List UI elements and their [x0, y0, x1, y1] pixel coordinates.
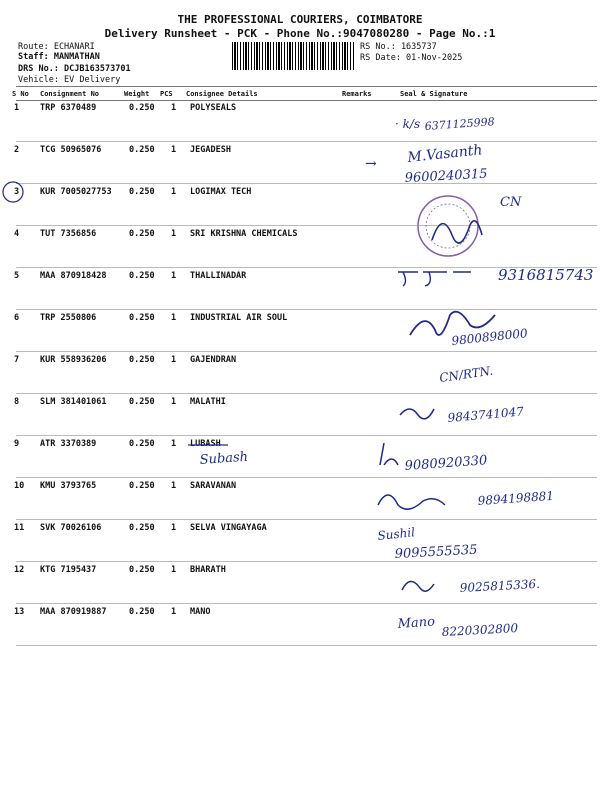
row-consignment: KMU 3793765 [40, 481, 97, 491]
row-pcs: 1 [171, 271, 177, 281]
rs-date: RS Date: 01-Nov-2025 [360, 53, 463, 63]
row-sno: 7 [14, 355, 20, 365]
row-pcs: 1 [171, 481, 177, 491]
company-name: THE PROFESSIONAL COURIERS, COIMBATORE [177, 13, 423, 26]
row-weight: 0.250 [129, 523, 155, 533]
col-consignment: Consignment No [40, 90, 100, 98]
row-consignment: TCG 50965076 [40, 145, 102, 155]
hw-row12-signature [402, 581, 434, 591]
col-weight: Weight [124, 90, 150, 98]
row-consignee: THALLINADAR [190, 271, 247, 281]
row-consignment: ATR 3370389 [40, 439, 97, 449]
row-sno: 9 [14, 439, 20, 449]
vehicle-label: Vehicle: EV Delivery [18, 75, 121, 85]
row-consignee: LOGIMAX TECH [190, 187, 252, 197]
row-weight: 0.250 [129, 355, 155, 365]
row-pcs: 1 [171, 565, 177, 575]
row-sno: 5 [14, 271, 20, 281]
hw-row3-cn: CN [500, 195, 522, 210]
sno-circle-mark [3, 182, 23, 202]
row-pcs: 1 [171, 355, 177, 365]
row-sno: 13 [14, 607, 25, 617]
row-sno: 10 [14, 481, 25, 491]
row-consignee: SARAVANAN [190, 481, 237, 491]
row-consignment: SVK 70026106 [40, 523, 102, 533]
hw-row13-name: Mano [397, 614, 436, 632]
hw-row9-name: Subash [199, 449, 249, 468]
row-consignee: MANO [190, 607, 211, 617]
row-consignee: MALATHI [190, 397, 226, 407]
row-weight: 0.250 [129, 565, 155, 575]
hw-row6-phone: 9800898000 [450, 326, 529, 348]
hw-row1-mark: · k/s [395, 117, 421, 131]
row-weight: 0.250 [129, 481, 155, 491]
row-consignee: GAJENDRAN [190, 355, 237, 365]
row-consignment: MAA 870918428 [40, 271, 107, 281]
row-sno: 2 [14, 145, 20, 155]
row-weight: 0.250 [129, 145, 155, 155]
hw-row10-signature [378, 495, 445, 509]
row-weight: 0.250 [129, 607, 155, 617]
col-consignee: Consignee Details [186, 90, 258, 98]
col-pcs: PCS [160, 90, 173, 98]
row-weight: 0.250 [129, 439, 155, 449]
route-label: Route: ECHANARI [18, 42, 95, 52]
row-consignee: BHARATH [190, 565, 226, 575]
row-consignment: KTG 7195437 [40, 565, 97, 575]
row-pcs: 1 [171, 103, 177, 113]
row-sno: 1 [14, 103, 20, 113]
row-consignee: JEGADESH [190, 145, 231, 155]
hw-row1-phone: 6371125998 [424, 115, 496, 133]
row-sno: 12 [14, 565, 25, 575]
hw-row13-phone: 8220302800 [441, 621, 519, 639]
hw-row5-signature [398, 272, 471, 286]
row-consignee: SELVA VINGAYAGA [190, 523, 267, 533]
row-sno: 3 [14, 187, 20, 197]
hw-row2-phone: 9600240315 [404, 166, 488, 186]
row-consignment: SLM 381401061 [40, 397, 107, 407]
hw-row11-phone: 9095555535 [394, 542, 478, 562]
row-sno: 4 [14, 229, 20, 239]
hw-row2-name: M.Vasanth [406, 142, 484, 166]
drs-number: DRS No.: DCJB163573701 [18, 64, 131, 74]
row-consignee: INDUSTRIAL AIR SOUL [190, 313, 288, 323]
hw-row12-phone: 9025815336. [459, 576, 541, 595]
row-pcs: 1 [171, 145, 177, 155]
row-consignment: TUT 7356856 [40, 229, 97, 239]
row-weight: 0.250 [129, 103, 155, 113]
staff-label: Staff: MANMATHAN [18, 52, 100, 62]
row-weight: 0.250 [129, 313, 155, 323]
row-consignee: SRI KRISHNA CHEMICALS [190, 229, 298, 239]
row-pcs: 1 [171, 229, 177, 239]
row-pcs: 1 [171, 607, 177, 617]
row-sno: 11 [14, 523, 25, 533]
hw-row9-signature [380, 443, 398, 465]
hw-row2-arrow: → [365, 156, 377, 172]
row-weight: 0.250 [129, 397, 155, 407]
row-consignment: KUR 7005027753 [40, 187, 112, 197]
hw-row10-phone: 9894198881 [477, 488, 555, 508]
col-signature: Seal & Signature [400, 90, 468, 98]
row-pcs: 1 [171, 397, 177, 407]
hw-row11-name: Sushil [376, 525, 416, 543]
hw-row8-phone: 9843741047 [447, 404, 525, 425]
row-pcs: 1 [171, 439, 177, 449]
row-pcs: 1 [171, 313, 177, 323]
row-consignment: MAA 870919887 [40, 607, 107, 617]
row-consignee: LUBASH [190, 439, 221, 449]
row-consignment: TRP 2550806 [40, 313, 97, 323]
row-pcs: 1 [171, 187, 177, 197]
row-sno: 6 [14, 313, 20, 323]
hw-row5-phone: 9316815743 [498, 266, 594, 284]
row-pcs: 1 [171, 523, 177, 533]
row-weight: 0.250 [129, 187, 155, 197]
row-consignment: KUR 558936206 [40, 355, 107, 365]
hw-row8-signature [400, 409, 434, 419]
row-weight: 0.250 [129, 229, 155, 239]
col-sno: S No [12, 90, 29, 98]
hw-row7-cnrtn: CN/RTN. [438, 363, 495, 385]
row-consignee: POLYSEALS [190, 103, 237, 113]
rs-number: RS No.: 1635737 [360, 42, 437, 52]
row-consignment: TRP 6370489 [40, 103, 97, 113]
hw-row9-phone: 9080920330 [404, 453, 488, 474]
row-weight: 0.250 [129, 271, 155, 281]
row-sno: 8 [14, 397, 20, 407]
runsheet-subtitle: Delivery Runsheet - PCK - Phone No.:9047080280 - Page No.:1 [104, 27, 496, 40]
col-remarks: Remarks [342, 90, 372, 98]
